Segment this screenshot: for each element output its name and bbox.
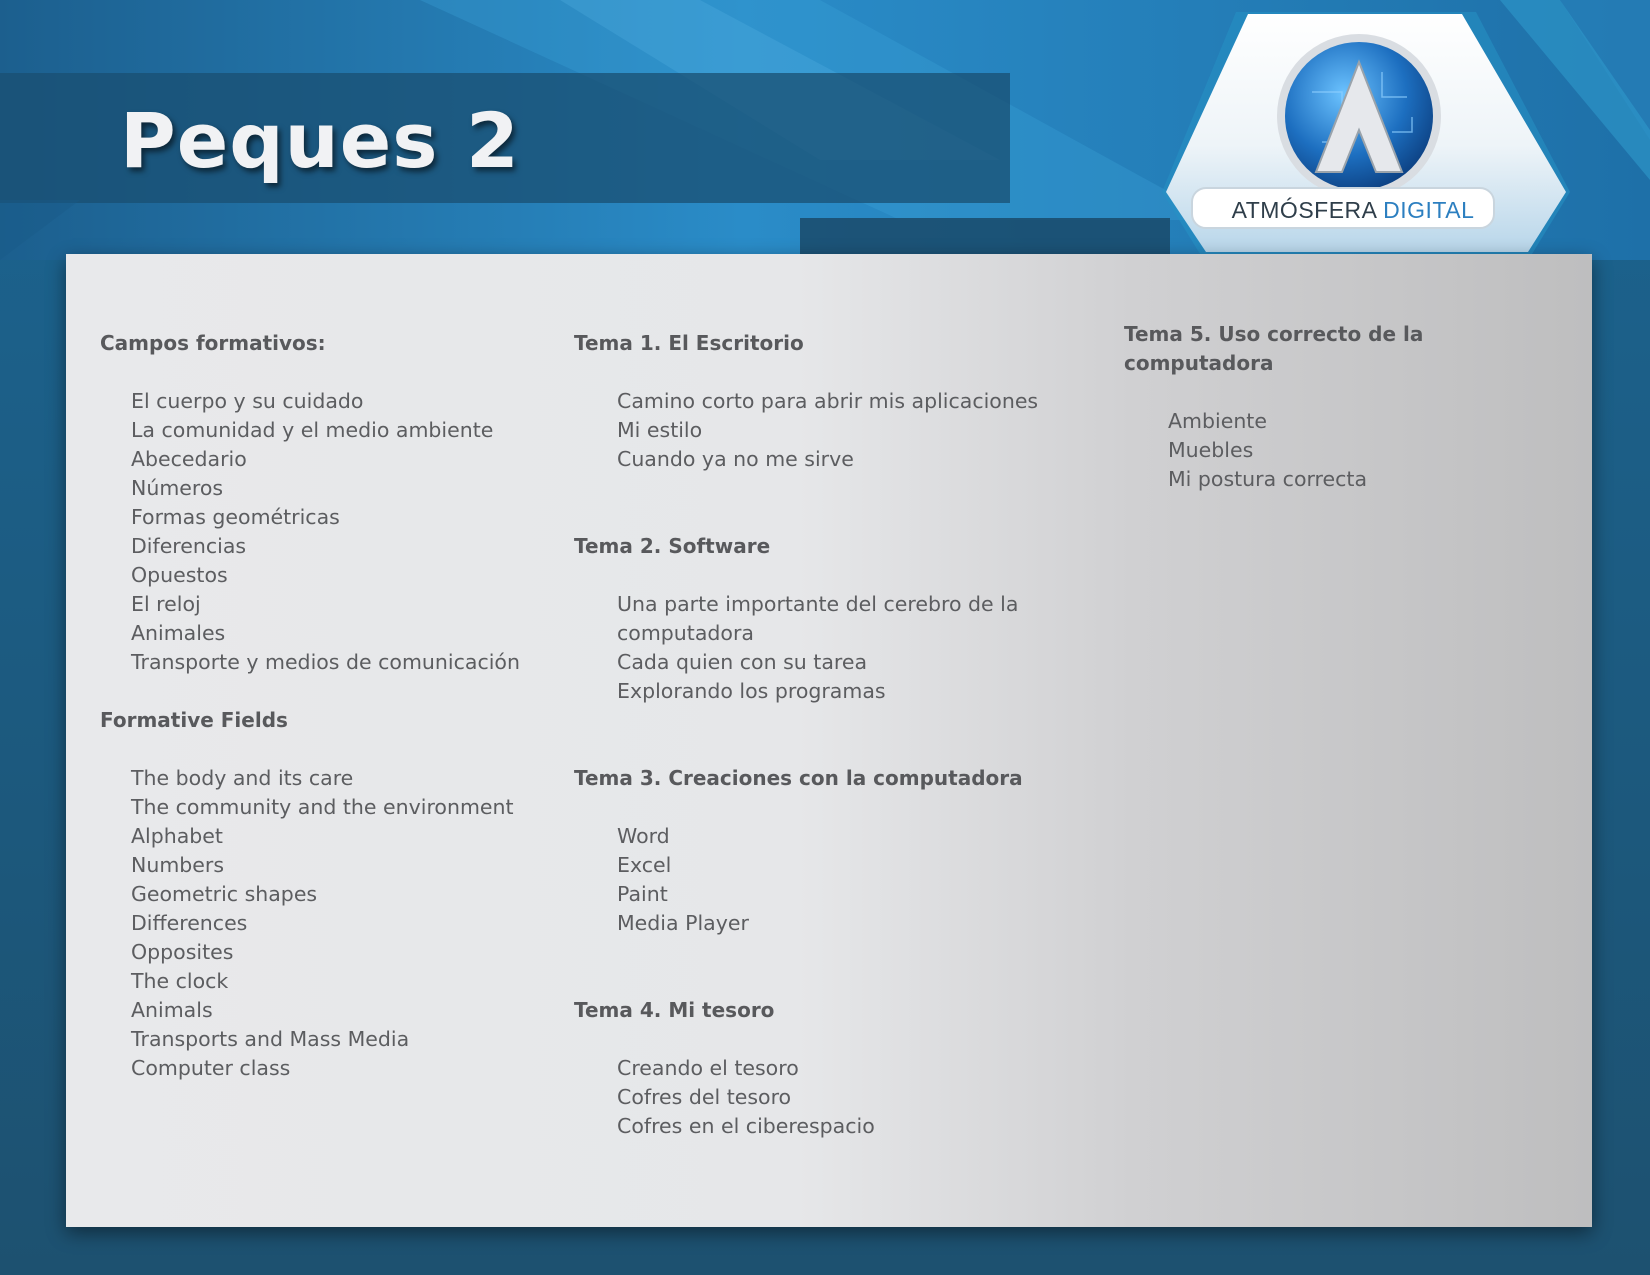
formative-fields-column (100, 329, 560, 1112)
topics-column-2 (1124, 320, 1544, 494)
list-item: Differences (131, 911, 248, 935)
section-heading-campos: Campos formativos: (100, 331, 326, 355)
list-item: Cofres del tesoro (617, 1085, 792, 1109)
list-item: Formas geométricas (131, 505, 340, 529)
list-item: Geometric shapes (131, 882, 318, 906)
list-item: Word (617, 824, 670, 848)
topic-3-list (574, 822, 1074, 938)
campos-list (100, 387, 560, 677)
topic-4-list (574, 1054, 1074, 1141)
topic-heading-3: Tema 3. Creaciones con la computadora (574, 766, 1023, 790)
list-item: Explorando los programas (617, 679, 886, 703)
logo-text: ATMÓSFERA DIGITAL (1231, 197, 1475, 223)
list-item: Muebles (1168, 438, 1254, 462)
list-item: Cada quien con su tarea (617, 650, 868, 674)
topic-heading-4: Tema 4. Mi tesoro (574, 998, 775, 1022)
list-item: Mi estilo (617, 418, 703, 442)
list-item: Creando el tesoro (617, 1056, 799, 1080)
list-item: The community and the environment (131, 795, 514, 819)
list-item: El reloj (131, 592, 201, 616)
topic-heading-5: Tema 5. Uso correcto de la computadora (1124, 322, 1424, 375)
list-item: computadora (617, 621, 754, 645)
topic-1-list (574, 387, 1074, 474)
topic-2-list (574, 590, 1074, 706)
list-item: Animales (131, 621, 226, 645)
list-item: El cuerpo y su cuidado (131, 389, 364, 413)
list-item: Paint (617, 882, 668, 906)
page-title: Peques 2 (120, 96, 520, 185)
topic-heading-2: Tema 2. Software (574, 534, 771, 558)
list-item: Opuestos (131, 563, 228, 587)
list-item: Cofres en el ciberespacio (617, 1114, 875, 1138)
list-item: Transports and Mass Media (131, 1027, 410, 1051)
list-item: Numbers (131, 853, 225, 877)
formative-fields-list (100, 764, 560, 1083)
list-item: Opposites (131, 940, 234, 964)
list-item: Alphabet (131, 824, 223, 848)
list-item: Transporte y medios de comunicación (131, 650, 520, 674)
list-item: Camino corto para abrir mis aplicaciones (617, 389, 1039, 413)
list-item: The clock (131, 969, 229, 993)
list-item: Animals (131, 998, 213, 1022)
list-item: Abecedario (131, 447, 247, 471)
list-item: Una parte importante del cerebro de la (617, 592, 1019, 616)
list-item: Computer class (131, 1056, 291, 1080)
topic-heading-1: Tema 1. El Escritorio (574, 331, 804, 355)
list-item: Excel (617, 853, 672, 877)
list-item: Ambiente (1168, 409, 1267, 433)
list-item: Diferencias (131, 534, 247, 558)
list-item: Números (131, 476, 224, 500)
list-item: Mi postura correcta (1168, 467, 1368, 491)
list-item: Cuando ya no me sirve (617, 447, 854, 471)
list-item: The body and its care (131, 766, 354, 790)
list-item: Media Player (617, 911, 749, 935)
topic-5-list (1124, 407, 1544, 494)
topics-column-1 (574, 329, 1074, 1141)
section-heading-formative-fields: Formative Fields (100, 708, 288, 732)
list-item: La comunidad y el medio ambiente (131, 418, 494, 442)
